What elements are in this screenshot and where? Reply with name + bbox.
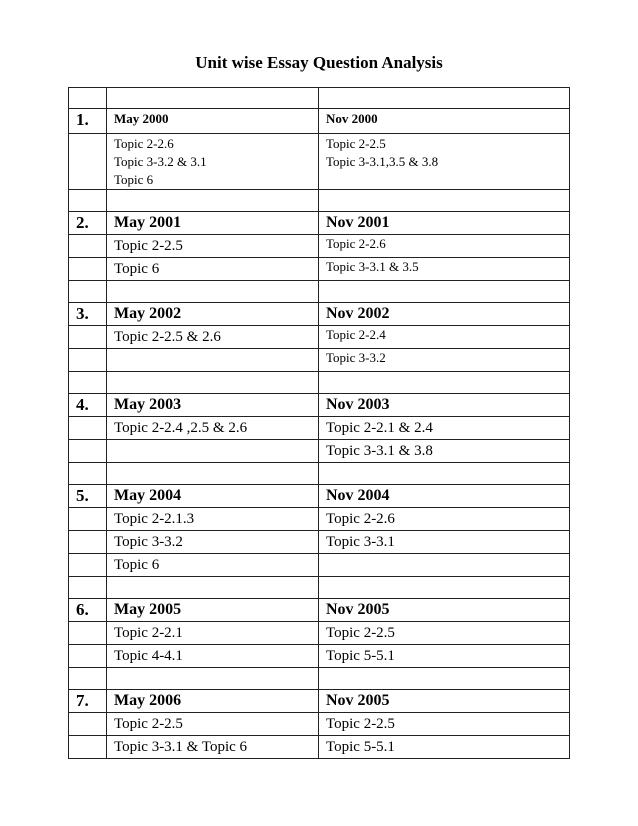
- nov-heading: Nov 2004: [319, 485, 570, 508]
- may-heading: May 2003: [107, 394, 319, 417]
- question-number: 4.: [69, 394, 107, 417]
- nov-heading: Nov 2001: [319, 212, 570, 235]
- table-row: [69, 622, 570, 645]
- nov-topic-cell: Topic 2-2.4: [319, 326, 570, 349]
- table-spacer-row: [69, 190, 570, 212]
- nov-heading: Nov 2000: [319, 109, 570, 134]
- table-spacer-row: [69, 668, 570, 690]
- table-row: [69, 109, 570, 134]
- question-number: 2.: [69, 212, 107, 235]
- table-row: [69, 554, 570, 577]
- nov-topics-cell: [319, 134, 570, 190]
- may-topic-cell: Topic 4-4.1: [107, 645, 319, 668]
- may-topic-cell: Topic 2-2.5 & 2.6: [107, 326, 319, 349]
- page-title: Unit wise Essay Question Analysis: [195, 53, 443, 72]
- nov-topic-cell: Topic 3-3.1 & 3.8: [319, 440, 570, 463]
- table-spacer-row: [69, 281, 570, 303]
- may-topic-cell: [107, 440, 319, 463]
- may-topic-cell: Topic 3-3.2: [107, 531, 319, 554]
- nov-topic-cell: Topic 2-2.6: [319, 508, 570, 531]
- may-topic-cell: Topic 2-2.1: [107, 622, 319, 645]
- nov-topic-cell: Topic 3-3.1 & 3.5: [319, 258, 570, 281]
- table-spacer-row: [69, 577, 570, 599]
- may-topic-cell: Topic 2-2.4 ,2.5 & 2.6: [107, 417, 319, 440]
- nov-topic-cell: [319, 554, 570, 577]
- may-heading: May 2004: [107, 485, 319, 508]
- table-row: [69, 736, 570, 759]
- may-heading: May 2006: [107, 690, 319, 713]
- may-topic-cell: Topic 2-2.5: [107, 235, 319, 258]
- table-row: [69, 134, 570, 190]
- may-heading: May 2001: [107, 212, 319, 235]
- nov-topic-cell: Topic 2-2.6: [319, 235, 570, 258]
- nov-heading: Nov 2002: [319, 303, 570, 326]
- nov-topic-cell: Topic 2-2.5: [319, 713, 570, 736]
- question-number: 1.: [69, 109, 107, 134]
- nov-heading: Nov 2005: [319, 690, 570, 713]
- may-heading: May 2002: [107, 303, 319, 326]
- question-number: 7.: [69, 690, 107, 713]
- table-row: [69, 485, 570, 508]
- table-row: [69, 212, 570, 235]
- table-spacer-row: [69, 372, 570, 394]
- nov-heading: Nov 2003: [319, 394, 570, 417]
- nov-topic-cell: Topic 3-3.2: [319, 349, 570, 372]
- may-topic-cell: Topic 2-2.5: [107, 713, 319, 736]
- may-heading: May 2005: [107, 599, 319, 622]
- may-topic-cell: Topic 3-3.1 & Topic 6: [107, 736, 319, 759]
- question-number: 5.: [69, 485, 107, 508]
- table-spacer-row: [69, 88, 570, 109]
- table-row: [69, 690, 570, 713]
- table-row: [69, 235, 570, 258]
- nov-topic-cell: Topic 5-5.1: [319, 645, 570, 668]
- table-row: [69, 531, 570, 554]
- topic-entry: Topic 2-2.5: [326, 136, 386, 151]
- topic-entry: Topic 6: [114, 172, 154, 187]
- topic-entry: Topic 3-3.2 & 3.1: [114, 154, 207, 169]
- table-row: [69, 349, 570, 372]
- may-heading: May 2000: [107, 109, 319, 134]
- question-number: 3.: [69, 303, 107, 326]
- table-row: [69, 258, 570, 281]
- table-row: [69, 599, 570, 622]
- table-row: [69, 326, 570, 349]
- may-topics-cell: [107, 134, 319, 190]
- nov-topic-cell: Topic 5-5.1: [319, 736, 570, 759]
- table-row: [69, 440, 570, 463]
- may-topic-cell: Topic 6: [107, 258, 319, 281]
- may-topic-cell: [107, 349, 319, 372]
- nov-topic-cell: Topic 2-2.5: [319, 622, 570, 645]
- table-row: [69, 645, 570, 668]
- nov-heading: Nov 2005: [319, 599, 570, 622]
- may-topic-cell: Topic 6: [107, 554, 319, 577]
- nov-topic-cell: Topic 3-3.1: [319, 531, 570, 554]
- table-row: [69, 394, 570, 417]
- nov-topic-cell: Topic 2-2.1 & 2.4: [319, 417, 570, 440]
- table-spacer-row: [69, 463, 570, 485]
- table-row: [69, 303, 570, 326]
- table-row: [69, 508, 570, 531]
- table-row: [69, 713, 570, 736]
- essay-analysis-table: [68, 87, 570, 759]
- question-number: 6.: [69, 599, 107, 622]
- table-row: [69, 417, 570, 440]
- topic-entry: Topic 3-3.1,3.5 & 3.8: [326, 154, 439, 169]
- may-topic-cell: Topic 2-2.1.3: [107, 508, 319, 531]
- topic-entry: Topic 2-2.6: [114, 136, 174, 151]
